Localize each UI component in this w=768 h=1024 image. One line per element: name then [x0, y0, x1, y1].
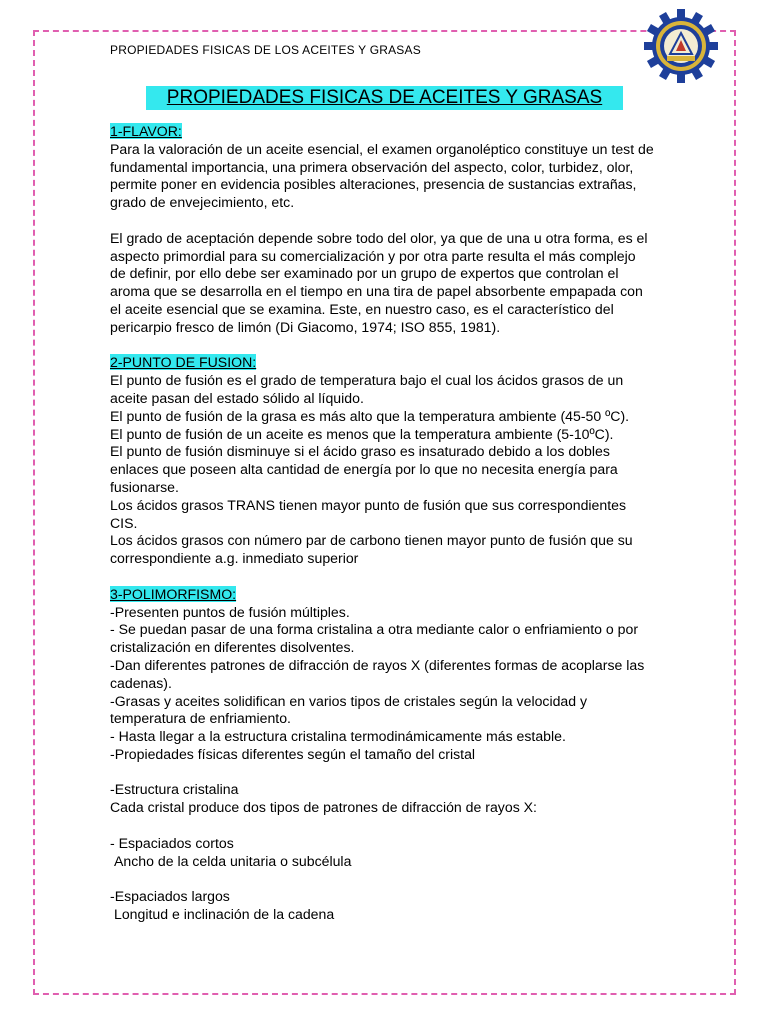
- espaciados-cortos-detail: Ancho de la celda unitaria o subcélula: [114, 852, 352, 869]
- fusion-line: fusionarse.: [110, 478, 179, 495]
- fusion-line: correspondiente a.g. inmediato superior: [110, 550, 359, 567]
- polimorfismo-line: temperatura de enfriamiento.: [110, 710, 291, 727]
- polimorfismo-line: -Grasas y aceites solidifican en varios tipos de cristales según la velocidad y: [110, 692, 588, 709]
- flavor-line: aroma que se desarrolla en el tiempo en una tira de papel absorbente empapada con: [110, 283, 643, 300]
- polimorfismo-line: - Hasta llegar a la estructura cristalina termodinámicamente más estable.: [110, 728, 566, 745]
- flavor-line: de definir, por ello debe ser examinado por un grupo de expertos que controlan el: [110, 265, 619, 282]
- flavor-line: permite poner en evidencia posibles alteraciones, presencia de sustancias extrañas,: [110, 176, 637, 193]
- polimorfismo-line: -Dan diferentes patrones de difracción de rayos X (diferentes formas de acoplarse las: [110, 656, 645, 673]
- fusion-line: El punto de fusión disminuye si el ácido graso es insaturado debido a los dobles: [110, 443, 610, 460]
- polimorfismo-line: cadenas).: [110, 674, 172, 691]
- fusion-line: El punto de fusión de la grasa es más alto que la temperatura ambiente (45-50 ºC).: [110, 407, 630, 424]
- university-seal-icon: [643, 8, 719, 84]
- polimorfismo-line: -Propiedades físicas diferentes según el tamaño del cristal: [110, 745, 476, 762]
- flavor-line: Para la valoración de un aceite esencial, el examen organoléptico constituye un test de: [110, 140, 654, 157]
- flavor-line: fundamental importancia, una primera observación del aspecto, color, turbidez, olor,: [110, 158, 634, 175]
- fusion-line: Los ácidos grasos con número par de carbono tienen mayor punto de fusión que su: [110, 532, 633, 549]
- espaciados-cortos-label: - Espaciados cortos: [110, 834, 234, 851]
- polimorfismo-line: cristalización en diferentes disolventes.: [110, 639, 355, 656]
- fusion-line: Los ácidos grasos TRANS tienen mayor punto de fusión que sus correspondientes: [110, 496, 627, 513]
- page-title: PROPIEDADES FISICAS DE ACEITES Y GRASAS: [146, 86, 623, 110]
- polimorfismo-line: -Presenten puntos de fusión múltiples.: [110, 603, 350, 620]
- fusion-line: aceite pasan del estado sólido al líquido.: [110, 389, 364, 406]
- polimorfismo-line: - Se puedan pasar de una forma cristalina a otra mediante calor o enfriamiento o por: [110, 621, 639, 638]
- document-body: [110, 123, 670, 924]
- flavor-line: el aceite esencial que se examina. Este, en nuestro caso, es el característico del: [110, 300, 614, 317]
- espaciados-largos-label: -Espaciados largos: [110, 888, 230, 905]
- fusion-line: enlaces que poseen alta cantidad de energía por lo que no necesita energía para: [110, 461, 618, 478]
- estructura-line: -Estructura cristalina: [110, 781, 239, 798]
- fusion-line: CIS.: [110, 514, 138, 531]
- flavor-line: pericarpio fresco de limón (Di Giacomo, 1974; ISO 855, 1981).: [110, 318, 501, 335]
- espaciados-largos-detail: Longitud e inclinación de la cadena: [114, 906, 335, 923]
- flavor-line: grado de envejecimiento, etc.: [110, 194, 295, 211]
- fusion-heading: 2-PUNTO DE FUSION:: [110, 354, 257, 371]
- fusion-line: El punto de fusión de un aceite es menos que la temperatura ambiente (5-10ºC).: [110, 425, 614, 442]
- flavor-heading: 1-FLAVOR:: [110, 123, 182, 139]
- running-header: PROPIEDADES FISICAS DE LOS ACEITES Y GRASAS: [110, 43, 421, 57]
- flavor-line: aspecto primordial para su comercialización y por otra parte resulta el más complejo: [110, 247, 636, 264]
- polimorfismo-heading: 3-POLIMORFISMO:: [110, 585, 237, 602]
- flavor-line: El grado de aceptación depende sobre todo del olor, ya que de una u otra forma, es el: [110, 229, 648, 246]
- fusion-line: El punto de fusión es el grado de temperatura bajo el cual los ácidos grasos de un: [110, 372, 624, 389]
- estructura-line: Cada cristal produce dos tipos de patrones de difracción de rayos X:: [110, 799, 537, 816]
